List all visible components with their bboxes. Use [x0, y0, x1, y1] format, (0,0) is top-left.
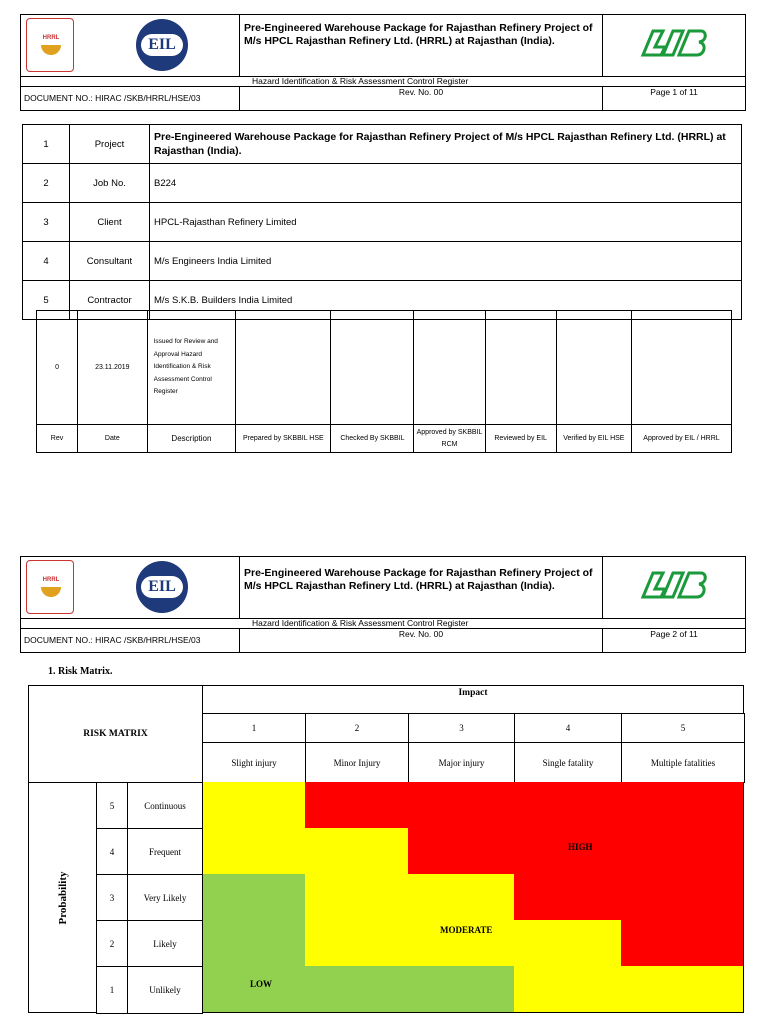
- prepared-header: Prepared by SKBBIL HSE: [236, 425, 331, 453]
- risk-matrix-title: RISK MATRIX: [28, 685, 203, 783]
- impact-number: 2: [305, 713, 409, 743]
- row-label: Contractor: [70, 281, 150, 320]
- skb-logo: [610, 20, 738, 66]
- probability-name: Very Likely: [127, 874, 203, 921]
- row-value: M/s Engineers India Limited: [150, 242, 742, 281]
- probability-number: 3: [96, 874, 128, 921]
- project-row: [23, 203, 742, 242]
- impact-number: 1: [202, 713, 306, 743]
- probability-number: 1: [96, 966, 128, 1014]
- description-header: Description: [147, 425, 236, 453]
- impact-name: Minor Injury: [305, 742, 409, 783]
- header-subtitle-2: Hazard Identification & Risk Assessment Control Register: [252, 618, 469, 628]
- probability-name: Frequent: [127, 828, 203, 875]
- impact-number: 5: [621, 713, 745, 743]
- zone-label-moderate: MODERATE: [440, 925, 493, 935]
- reviewed-header: Reviewed by EIL: [485, 425, 556, 453]
- section-heading: 1. Risk Matrix.: [48, 666, 113, 677]
- logos-cell: [20, 14, 240, 76]
- hrrl-logo-text: HRRL: [42, 577, 60, 583]
- rev-description: Issued for Review and Approval Hazard Identification & Risk Assessment Control Register: [147, 311, 236, 425]
- rev-number: Rev. No. 00: [398, 87, 444, 97]
- eil-logo: EIL: [136, 19, 188, 71]
- matrix-frame: [202, 782, 744, 1013]
- probability-name: Unlikely: [127, 966, 203, 1014]
- row-label: Client: [70, 203, 150, 242]
- rev-number-2: Rev. No. 00: [398, 629, 444, 639]
- row-number: 2: [23, 164, 70, 203]
- verified-header: Verified by EIL HSE: [556, 425, 631, 453]
- project-row: [23, 242, 742, 281]
- risk-matrix: [28, 685, 744, 1013]
- approved-eil-header: Approved by EIL / HRRL: [632, 425, 732, 453]
- impact-number: 3: [408, 713, 515, 743]
- row-label: Job No.: [70, 164, 150, 203]
- row-value: B224: [150, 164, 742, 203]
- header-title: Pre-Engineered Warehouse Package for Rajasthan Refinery Project of M/s HPCL Rajasthan Refinery Ltd. (HRRL) at Rajasthan (India).: [244, 22, 593, 47]
- header-subtitle: Hazard Identification & Risk Assessment Control Register: [252, 76, 469, 86]
- probability-cell: [28, 782, 97, 1013]
- approved-header: Approved by SKBBIL RCM: [414, 425, 485, 453]
- row-value: M/s S.K.B. Builders India Limited: [150, 281, 742, 320]
- row-number: 3: [23, 203, 70, 242]
- revision-table: [36, 310, 732, 453]
- page-number-2: Page 2 of 11: [650, 629, 698, 639]
- header-title-2: Pre-Engineered Warehouse Package for Rajasthan Refinery Project of M/s HPCL Rajasthan Refinery Ltd. (HRRL) at Rajasthan (India).: [244, 567, 593, 592]
- zone-label-low: LOW: [250, 979, 273, 989]
- probability-number: 2: [96, 920, 128, 967]
- hrrl-logo: [26, 560, 74, 614]
- probability-name: Continuous: [127, 782, 203, 829]
- project-table: [22, 124, 742, 320]
- row-number: 1: [23, 125, 70, 164]
- impact-number: 4: [514, 713, 622, 743]
- probability-name: Likely: [127, 920, 203, 967]
- impact-name: Single fatality: [514, 742, 622, 783]
- page-number: Page 1 of 11: [650, 87, 698, 97]
- project-row: [23, 125, 742, 164]
- eil-logo: EIL: [136, 561, 188, 613]
- zone-label-high: HIGH: [568, 842, 593, 852]
- row-number: 5: [23, 281, 70, 320]
- impact-name: Major injury: [408, 742, 515, 783]
- hrrl-logo-text: HRRL: [42, 35, 60, 41]
- date-header: Date: [78, 425, 148, 453]
- row-number: 4: [23, 242, 70, 281]
- impact-name: Slight injury: [202, 742, 306, 783]
- probability-number: 5: [96, 782, 128, 829]
- rev-header: Rev: [37, 425, 78, 453]
- row-label: Consultant: [70, 242, 150, 281]
- doc-number-2: DOCUMENT NO.: HIRAC /SKB/HRRL/HSE/03: [20, 628, 240, 652]
- project-row: [23, 164, 742, 203]
- logos-cell-2: [20, 556, 240, 618]
- probability-label: Probability: [57, 871, 69, 925]
- probability-number: 4: [96, 828, 128, 875]
- impact-name: Multiple fatalities: [621, 742, 745, 783]
- impact-label: Impact: [202, 685, 744, 714]
- skb-logo: [610, 562, 738, 608]
- row-label: Project: [70, 125, 150, 164]
- doc-number: DOCUMENT NO.: HIRAC /SKB/HRRL/HSE/03: [20, 86, 240, 110]
- rev-value: 0: [37, 311, 78, 425]
- row-value: Pre-Engineered Warehouse Package for Rajasthan Refinery Project of M/s HPCL Rajasthan Refinery Ltd. (HRRL) at Rajasthan (India).: [150, 125, 742, 164]
- hrrl-logo: [26, 18, 74, 72]
- row-value: HPCL-Rajasthan Refinery Limited: [150, 203, 742, 242]
- checked-header: Checked By SKBBIL: [331, 425, 414, 453]
- rev-date: 23.11.2019: [78, 311, 148, 425]
